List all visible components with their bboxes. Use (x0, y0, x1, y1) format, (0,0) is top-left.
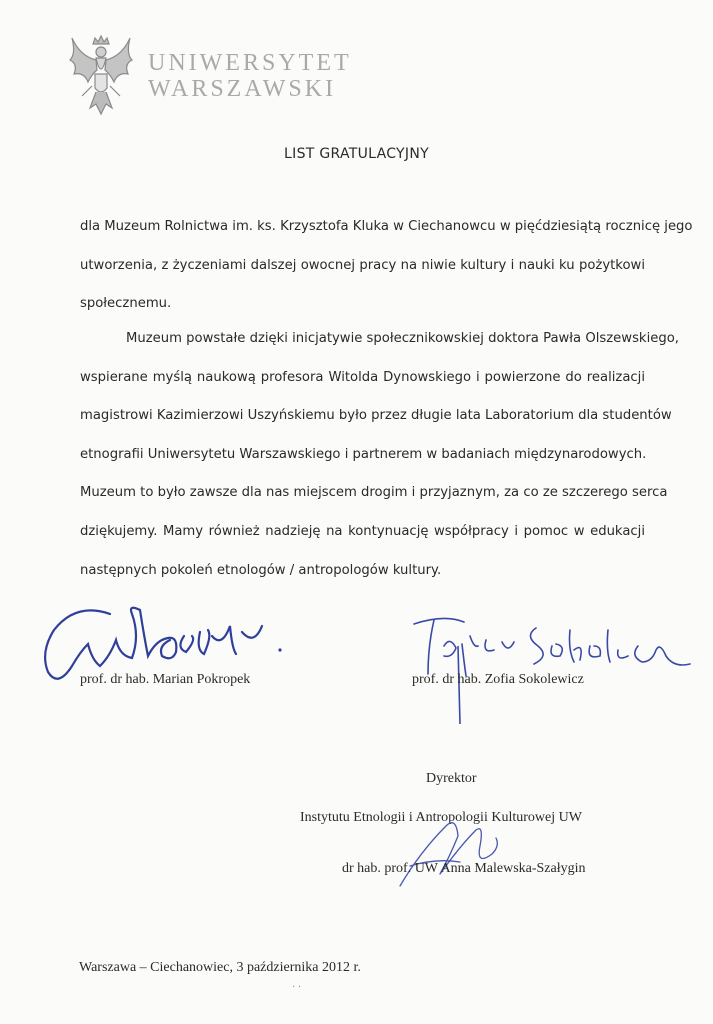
university-name (148, 50, 352, 102)
university-line2: WARSZAWSKI (148, 76, 337, 102)
university-line1: UNIWERSYTET (148, 50, 352, 76)
director-title: Dyrektor (426, 771, 477, 786)
paragraph-body (80, 320, 679, 590)
text-line: Muzeum powstałe dzięki inicjatywie społecznikowskiej doktora Pawła Olszewskiego, (126, 331, 679, 346)
signature-pokropek (36, 596, 286, 708)
text-line: wspierane myślą naukową profesora Witolda Dynowskiego i powierzone do realizacji (80, 369, 645, 385)
text-line: dziękujemy. Mamy również nadzieję na kontynuację współpracy i pomoc w edukacji (80, 523, 645, 539)
place-date: Warszawa – Ciechanowiec, 3 października 2012 r. (79, 960, 361, 975)
signature-sokolewicz (404, 606, 694, 726)
text-line: Muzeum to było zawsze dla nas miejscem drogim i przyjaznym, za co ze szczerego serca (80, 485, 668, 501)
paragraph-dedication (80, 208, 693, 324)
director-name: dr hab. prof. UW Anna Malewska-Szałygin (342, 861, 586, 876)
signature-name-right: prof. dr hab. Zofia Sokolewicz (412, 672, 584, 687)
text-line: następnych pokoleń etnologów / antropologów kultury. (80, 562, 442, 578)
eagle-crest-icon (66, 30, 136, 118)
dot-marks: · · (292, 982, 302, 993)
text-line: utworzenia, z życzeniami dalszej owocnej pracy na niwie kultury i nauki ku pożytkowi (80, 257, 645, 273)
text-line: dla Muzeum Rolnictwa im. ks. Krzysztofa Kluka w Ciechanowcu w pięćdziesiątą rocznicę jego (80, 219, 693, 234)
letter-title: LIST GRATULACYJNY (284, 146, 429, 162)
text-line: społecznemu. (80, 296, 172, 312)
text-line: magistrowi Kazimierzowi Uszyńskiemu było przez długie lata Laboratorium dla studentów (80, 408, 672, 424)
signature-name-left: prof. dr hab. Marian Pokropek (80, 672, 251, 687)
institute-name: Instytutu Etnologii i Antropologii Kulturowej UW (300, 810, 582, 825)
signature-director (380, 796, 520, 896)
text-line: etnografii Uniwersytetu Warszawskiego i partnerem w badaniach międzynarodowych. (80, 446, 647, 462)
